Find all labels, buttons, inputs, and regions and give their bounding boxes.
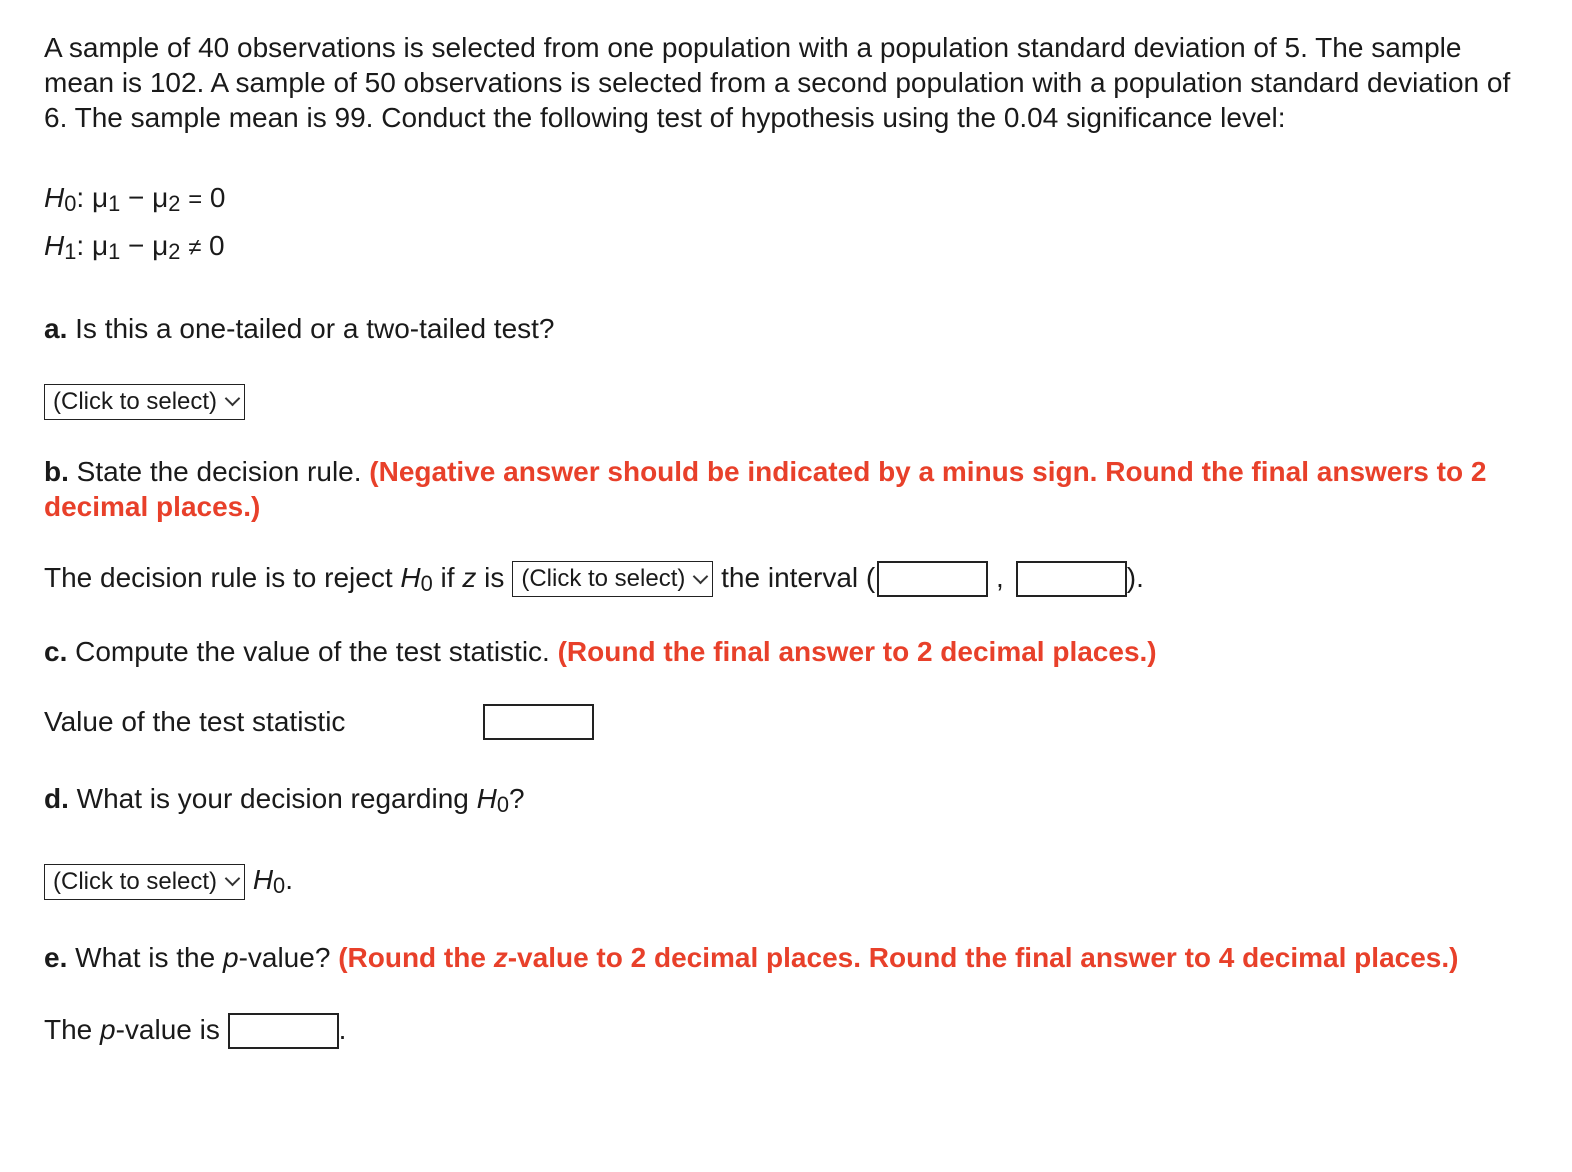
part-a-select-row [44,382,1544,420]
null-hypothesis: H0: μ1 − μ2 = 0 [44,182,226,216]
part-d-select-row: (Click to select) H0. [44,862,1544,900]
alternative-hypothesis: H1: μ1 − μ2 ≠ 0 [44,230,225,264]
hypotheses [44,175,1544,271]
part-d-question: d. What is your decision regarding H0? [44,783,525,818]
test-statistic-label: Value of the test statistic [44,706,346,738]
decision-rule-line: The decision rule is to reject H0 if z is (Click to select) the interval ( , ). [44,561,1144,596]
chevron-down-icon [225,871,241,887]
p-value-input[interactable] [228,1013,339,1049]
part-b-question: b. State the decision rule. (Negative answer should be indicated by a minus sign. Round the final answers to 2 decimal places.) [44,455,1487,522]
decision-select[interactable]: (Click to select) [44,864,245,900]
test-statistic-row [44,704,1544,744]
test-statistic-input[interactable] [483,704,594,740]
chevron-down-icon [693,568,709,584]
part-c-instruction: (Round the final answer to 2 decimal places.) [557,636,1157,668]
interval-upper-input[interactable] [1016,561,1127,597]
p-value-row: The p-value is . [44,1012,1544,1050]
part-e-question: e. What is the p-value? (Round the z-value to 2 decimal places. Round the final answer to 4 decimal places.) [44,941,1459,973]
part-e-instruction: (Round the z-value to 2 decimal places. Round the final answer to 4 decimal places.) [338,941,1459,973]
reject-region-select[interactable]: (Click to select) [512,561,713,597]
interval-lower-input[interactable] [877,561,988,597]
part-b-instruction: (Negative answer should be indicated by a minus sign. Round the final answers to 2 decimal places.) [44,455,1487,522]
problem-statement: A sample of 40 observations is selected from one population with a population standard deviation of 5. The sample mean is 102. A sample of 50 observations is selected from a second population with a population standard deviation of 6. The sample mean is 99. Conduct the following test of hypothesis using the 0.04 significance level: [44,32,1511,133]
part-c-question: c. Compute the value of the test statistic. (Round the final answer to 2 decimal places.) [44,636,1157,668]
part-a-question: a. Is this a one-tailed or a two-tailed test? [44,313,555,344]
tail-type-select[interactable]: (Click to select) [44,384,245,420]
question-page [44,30,1544,1049]
chevron-down-icon [225,391,241,407]
